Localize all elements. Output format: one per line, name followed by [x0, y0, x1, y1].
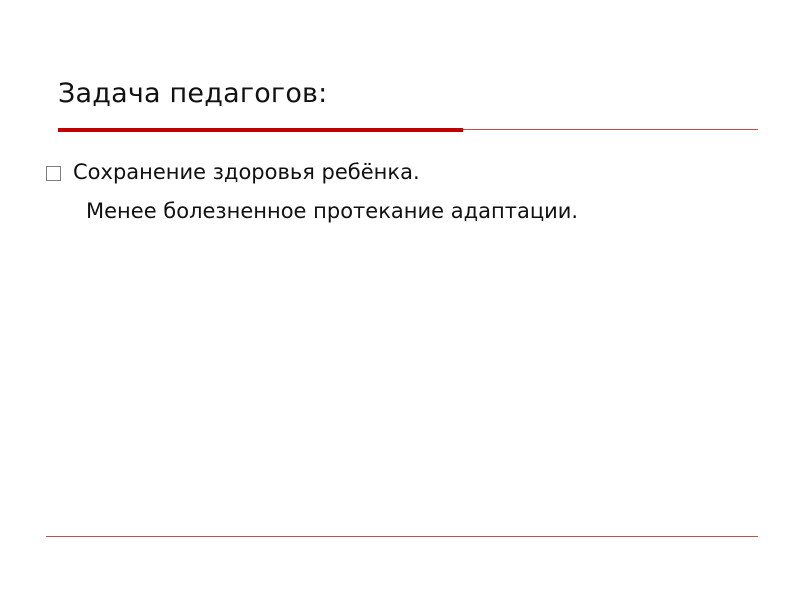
body-paragraph: Менее болезненное протекание адаптации. — [86, 198, 579, 223]
page-title: Задача педагогов: — [58, 78, 328, 109]
slide-body — [46, 158, 746, 227]
list-item — [46, 158, 746, 188]
list-item-label: Сохранение здоровья ребёнка. — [73, 160, 420, 184]
title-divider — [58, 128, 758, 132]
title-divider-accent — [58, 128, 463, 132]
footer-divider — [46, 536, 758, 537]
square-outline-bullet-icon — [46, 166, 61, 181]
title-divider-thin — [463, 129, 758, 130]
